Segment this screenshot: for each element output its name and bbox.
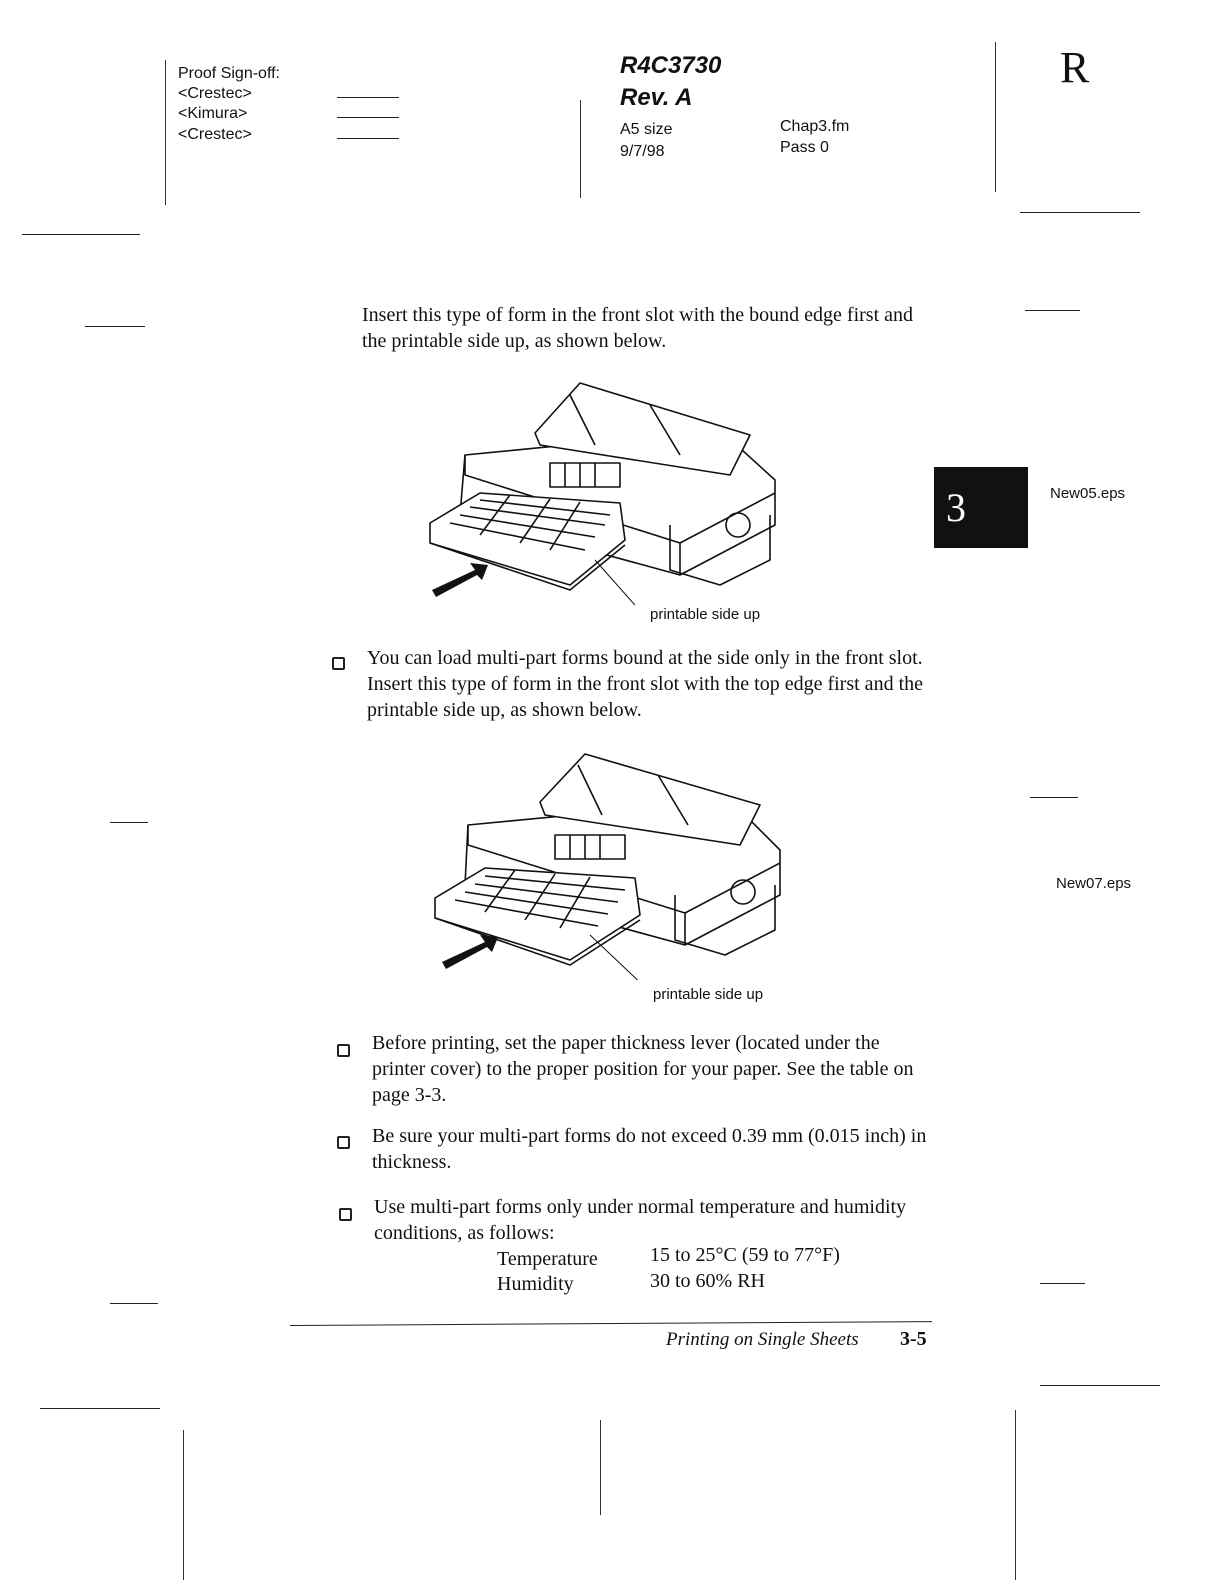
bullet-text-2: Before printing, set the paper thickness lever (located under the printer cover) to the proper position for your paper. See the table on page 3-3.: [372, 1032, 914, 1106]
crop-mark: [22, 234, 140, 235]
crop-mark: [600, 1420, 601, 1515]
file-name: Chap3.fm: [780, 118, 850, 135]
corner-mark: R: [1060, 43, 1090, 92]
signoff-line-2: [337, 117, 399, 118]
intro-paragraph: Insert this type of form in the front slot with the bound edge first and the printable side up, as shown below.: [362, 304, 914, 352]
figure-1-caption: printable side up: [650, 606, 761, 623]
crop-mark: [85, 326, 145, 327]
bullet-checkbox-icon: [337, 1136, 350, 1149]
crop-mark: [1025, 310, 1080, 311]
header-right-rule: [995, 42, 996, 192]
crop-mark: [1040, 1385, 1160, 1386]
doc-date: 9/7/98: [620, 143, 665, 160]
condition-value-humidity: 30 to 60% RH: [650, 1270, 765, 1292]
figure-1-filename: New05.eps: [1050, 485, 1126, 502]
footer-rule: [290, 1321, 932, 1326]
header-left-rule: [165, 60, 166, 205]
chapter-tab: 3: [934, 467, 1028, 548]
bullet-text-1: You can load multi-part forms bound at the side only in the front slot. Insert this type of form in the front slot with the top edge first and the printable side up, as shown below.: [367, 647, 923, 721]
signoff-line-3: [337, 138, 399, 139]
bullet-checkbox-icon: [337, 1044, 350, 1057]
doc-code: R4C3730: [620, 52, 722, 79]
bullet-checkbox-icon: [332, 657, 345, 670]
proof-signoff-title: Proof Sign-off:: [178, 65, 280, 82]
crop-mark: [1020, 212, 1140, 213]
proof-entry-2: <Kimura>: [178, 105, 248, 122]
crop-mark: [40, 1408, 160, 1409]
crop-mark: [110, 822, 148, 823]
proof-entry-1: <Crestec>: [178, 85, 252, 102]
crop-mark: [1030, 797, 1078, 798]
footer-section-title: Printing on Single Sheets: [666, 1329, 859, 1350]
condition-value-temperature: 15 to 25°C (59 to 77°F): [650, 1244, 840, 1266]
crop-mark: [1040, 1283, 1085, 1284]
crop-mark: [1015, 1410, 1016, 1580]
header-mid-rule: [580, 100, 581, 198]
bullet-checkbox-icon: [339, 1208, 352, 1221]
printer-illustration-bound-edge: [420, 375, 790, 605]
printer-illustration-side-bound: [430, 750, 800, 980]
crop-mark: [183, 1430, 184, 1580]
condition-label-humidity: Humidity: [497, 1273, 574, 1295]
footer-page-number: 3-5: [900, 1328, 927, 1350]
figure-2-filename: New07.eps: [1056, 875, 1132, 892]
page-size: A5 size: [620, 121, 673, 138]
revision: Rev. A: [620, 84, 693, 111]
figure-2-caption: printable side up: [653, 986, 764, 1003]
bullet-text-4: Use multi-part forms only under normal temperature and humidity conditions, as follows:: [374, 1196, 907, 1244]
bullet-text-3: Be sure your multi-part forms do not exceed 0.39 mm (0.015 inch) in thickness.: [372, 1125, 927, 1173]
signoff-line-1: [337, 97, 399, 98]
pass-number: Pass 0: [780, 139, 829, 156]
crop-mark: [110, 1303, 158, 1304]
condition-label-temperature: Temperature: [497, 1248, 598, 1270]
proof-entry-3: <Crestec>: [178, 126, 252, 143]
